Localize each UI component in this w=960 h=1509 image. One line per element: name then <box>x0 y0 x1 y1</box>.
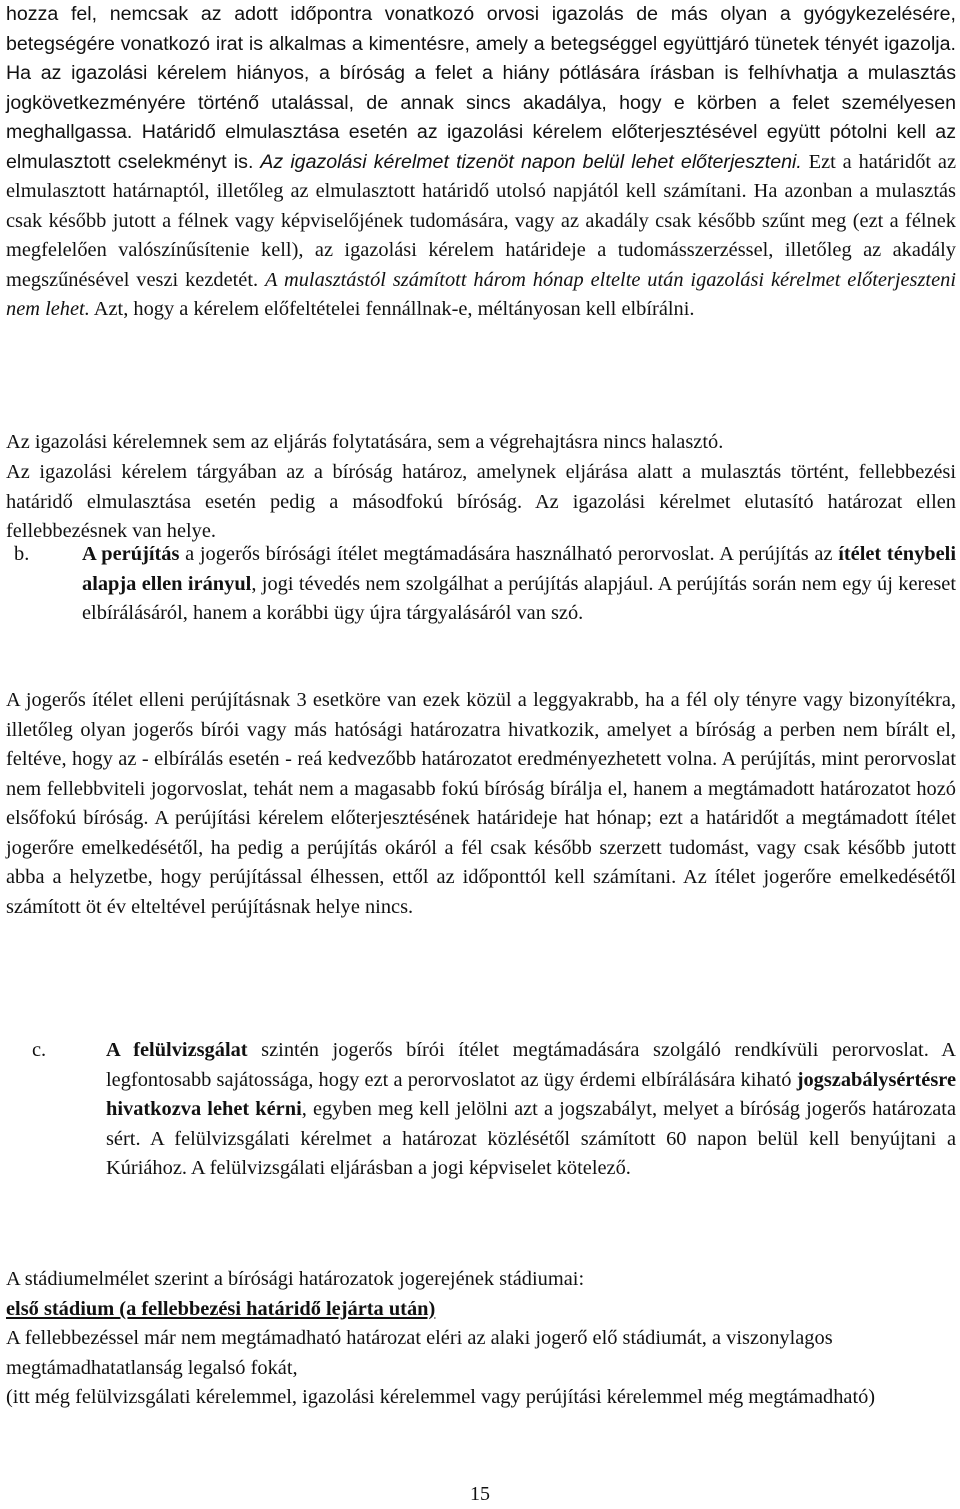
text-span: a jogerős bírósági ítélet megtámadására használható perorvoslat. A perújítás az <box>179 543 839 565</box>
list-item-body <box>82 540 956 629</box>
italic-span: A mulasztástól számított három hónap eltelte után igazolási kérelmet előterjeszteni nem lehet. <box>6 268 957 320</box>
text-span: szintén jogerős bírói ítélet megtámadására szolgáló rendkívüli perorvoslat. A legfontosabb sajátossága, hogy ezt a perorvoslatot az ügy érdemi elbírálására kiható <box>106 1039 956 1091</box>
text-span: Azt, hogy a kérelem előfeltételei fennállnak-e, méltányosan kell elbírálni. <box>93 298 695 320</box>
stadium-heading: első stádium (a fellebbezési határidő lejárta után) <box>6 1297 436 1320</box>
bold-span: jogszabálysértésre hivatkozva lehet kérni <box>106 1068 956 1120</box>
bold-span: A felülvizsgálat <box>106 1039 248 1061</box>
paragraph-halaszto: Az igazolási kérelemnek sem az eljárás folytatására, sem a végrehajtásra nincs halasztó. <box>6 431 724 453</box>
italic-span: Az igazolási kérelmet tizenöt napon belül lehet előterjeszteni. <box>260 150 802 173</box>
bold-span: A perújítás <box>82 543 180 565</box>
page-number: 15 <box>470 1483 490 1505</box>
bold-span: ítélet ténybeli alapja ellen irányul <box>82 543 956 595</box>
text-span: , egyben meg kell jelölni azt a jogszabályt, melyet a bíróság jogerős határozata sért. A felülvizsgálati kérelmet a határozat közlésétől számított 60 napon belül kell benyújtani a Kúriához. A felülvizsgálati eljárásban a jogi képviselet kötelező. <box>106 1098 956 1179</box>
text-span: hozza fel, nemcsak az adott időpontra vonatkozó orvosi igazolás de más olyan a gyógykezelésére, betegségére vonatkozó irat is alkalmas a kimentésre, amely a betegséggel együttjáró tünetek tényét igazolja. <box>6 3 956 55</box>
text-span: Ha az igazolási kérelem hiányos, a bíróság a felet a hiány pótlására írásban is felhívhatja a mulasztás jogkövetkezményére történő utalással, de annak sincs akadálya, hogy e körben a felet személyesen meghallgassa. <box>6 62 956 143</box>
list-item-perujitas <box>6 540 956 629</box>
text-span: , jogi tévedés nem szolgálhat a perújítás alapjául. A perújítás során nem egy új kereset elbírálásáról, hanem a korábbi ügy újra tárgyalásáról van szó. <box>82 572 956 624</box>
paragraph-targy: Az igazolási kérelem tárgyában az a bíróság határoz, amelynek eljárása alatt a mulasztás történt, fellebbezési határidő elmulasztása esetén pedig a másodfokú bíróság. Az igazolási kérelmet elutasító határozat ellen fellebbezésnek van helye. <box>6 461 956 542</box>
list-item-felulvizsgalat <box>6 1036 956 1184</box>
paragraph-perujitas: A jogerős ítélet elleni perújításnak 3 esetköre van ezek közül a leggyakrabb, ha a fél oly tényre vagy bizonyítékra, illetőleg olyan jogerős bírói vagy más hatósági határozatra hivatkozik, amelyet a bíróság a perben nem bírált el, feltéve, hogy az - elbírálás esetén - reá kedvezőbb határozatot eredményezhetett volna. A perújítás, mint perorvoslat nem fellebbviteli jogorvoslat, tehát nem a magasabb fokú bíróság bírálja el, hanem a megtámadott határozatot hozó elsőfokú bíróság. A perújítási kérelem előterjesztésének határideje hat hónap; ezt a határidőt a megtámadott ítélet jogerőre emelkedésétől, ha pedig a perújítás okáról a fél csak később szerzett tudomást, vagy csak később jutott abba a helyzetbe, hogy perújítással élhessen, ettől az időponttól kell számítani. Az ítélet jogerőre emelkedésétől számított öt év elteltével perújításnak helye nincs. <box>6 689 956 918</box>
list-marker: b. <box>14 543 30 565</box>
stadium-line: (itt még felülvizsgálati kérelemmel, igazolási kérelemmel vagy perújítási kérelemmel még megtámadható) <box>6 1386 876 1408</box>
text-span: Határidő elmulasztása esetén az igazolási kérelem előterjesztésével együtt pótolni kell az elmulasztott cselekményt is. <box>6 121 956 173</box>
stadium-section <box>6 1265 906 1413</box>
text-span: Ezt a határidőt az elmulasztott határnaptól, illetőleg az elmulasztott határidő utolsó napjától kell számítani. Ha azonban a mulasztás csak később jutott a félnek vagy képviselőjének tudomására, vagy az akadály csak később szűnt meg (ezt a félnek megfelelően valószínűsítenie kell), az igazolási kérelem határideje a tudomásszerzéssel, illetőleg az akadály megszűnésével veszi kezdetét. <box>6 150 956 291</box>
stadium-intro: A stádiumelmélet szerint a bírósági határozatok jogerejének stádiumai: <box>6 1268 585 1290</box>
stadium-line: A fellebbezéssel már nem megtámadható határozat eléri az alaki jogerő elő stádiumát, a viszonylagos megtámadhatatlanság legalsó fokát, <box>6 1327 833 1379</box>
list-item-body <box>106 1036 956 1184</box>
paragraph-igazolas <box>6 0 956 325</box>
list-marker: c. <box>32 1039 47 1061</box>
